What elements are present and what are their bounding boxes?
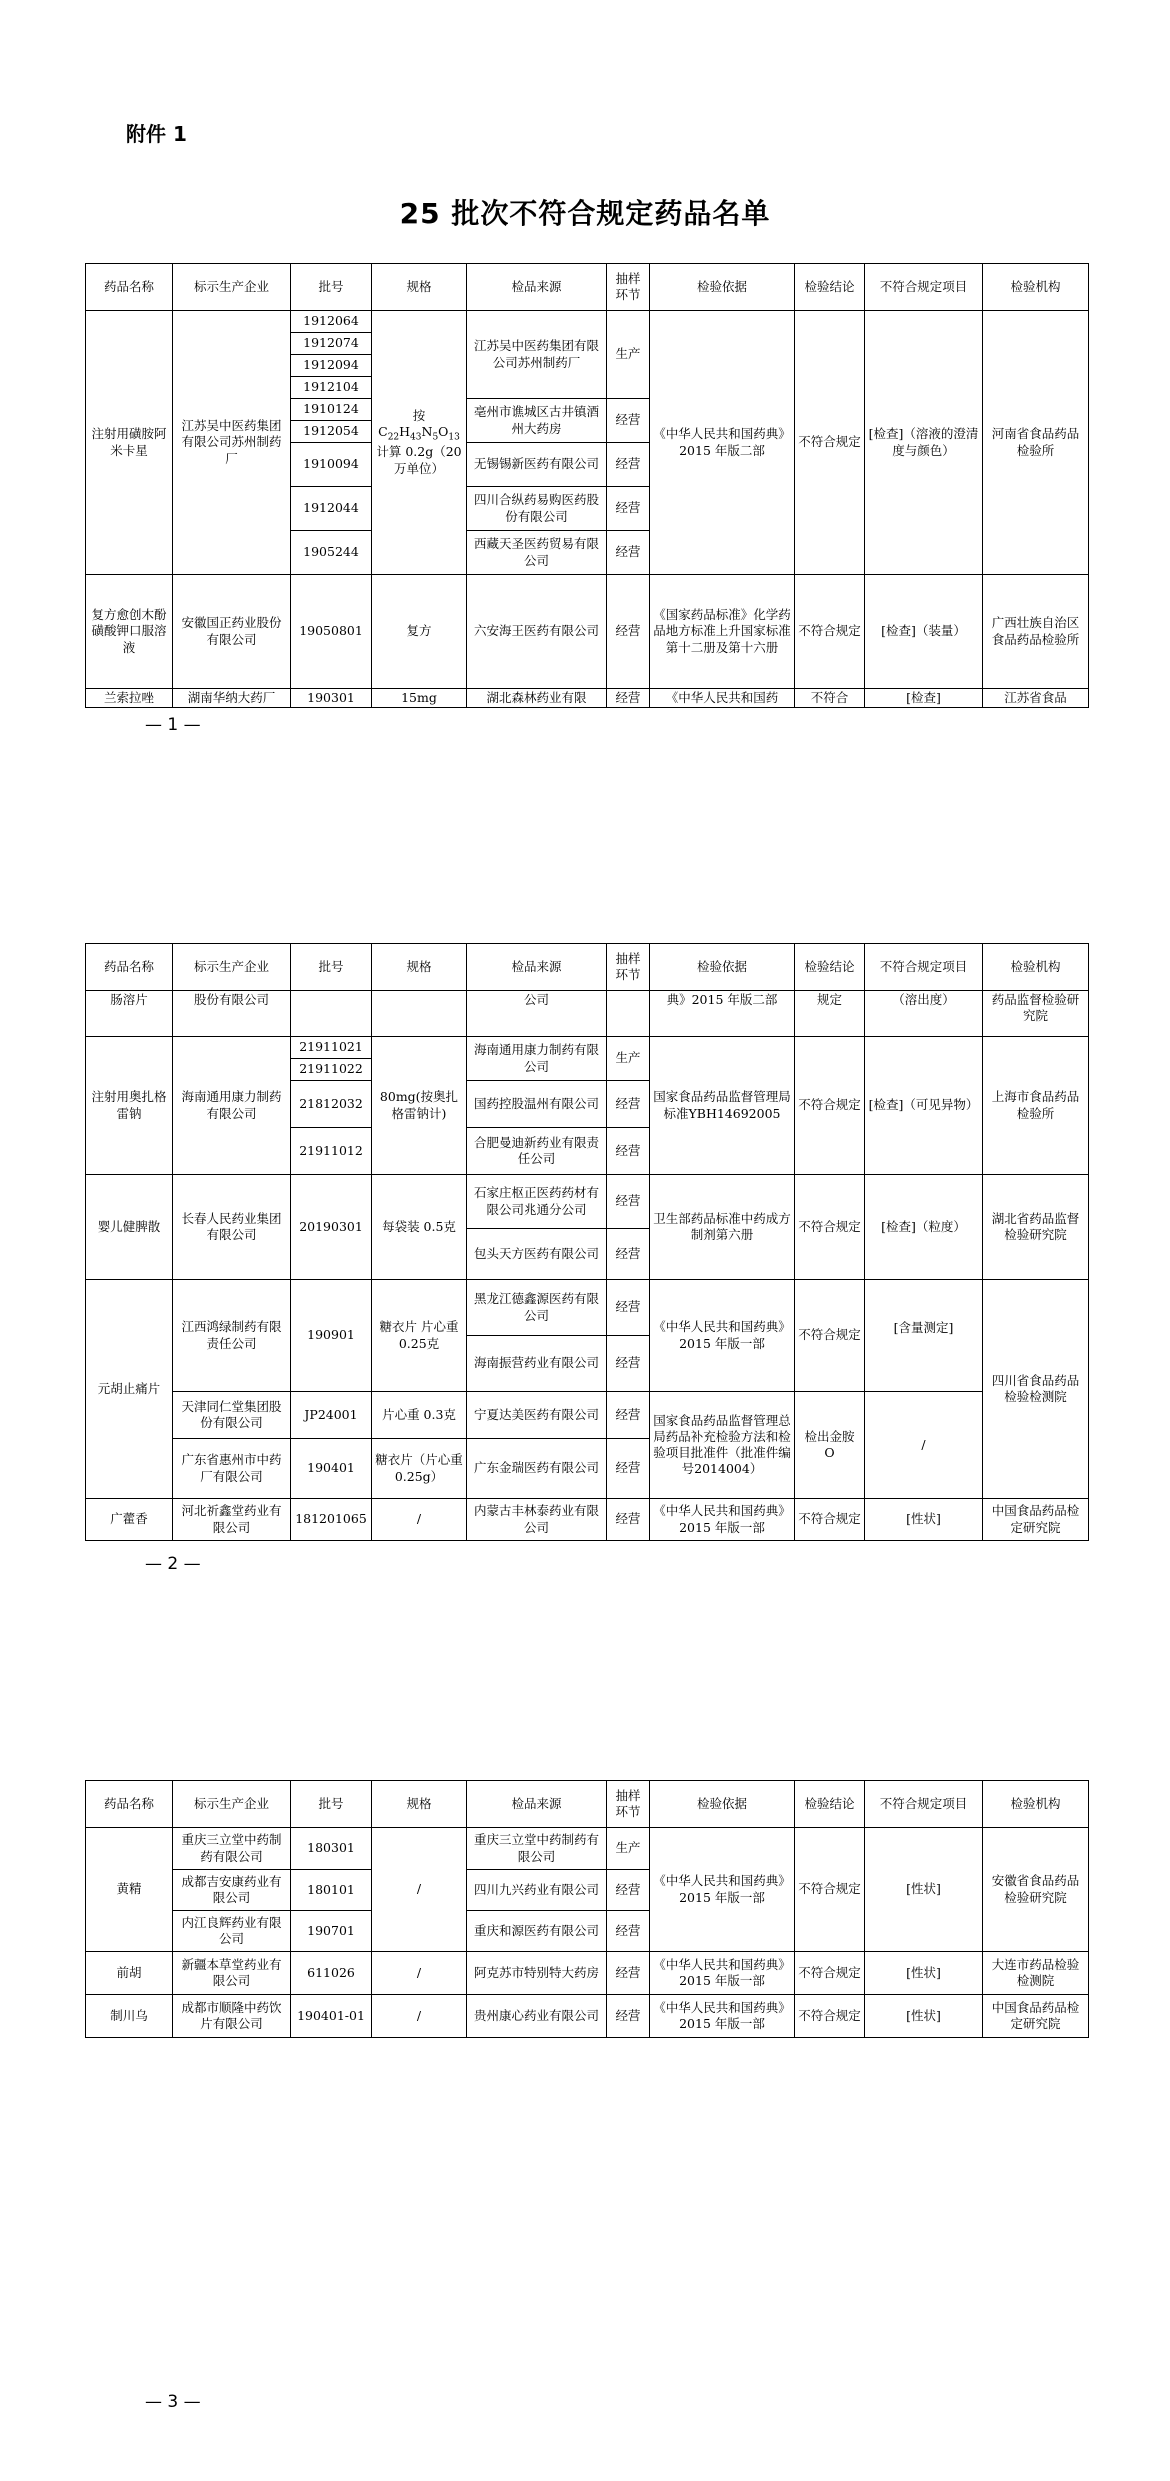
page-number: — 3 — — [145, 2392, 201, 2412]
specification: / — [372, 1952, 467, 1995]
test-basis: 卫生部药品标准中药成方制剂第六册 — [650, 1175, 795, 1280]
drug-name: 注射用奥扎格雷钠 — [86, 1037, 173, 1175]
test-conclusion: 不符合规定 — [795, 1280, 865, 1392]
header-row — [86, 1781, 1089, 1828]
batch-number: 21911022 — [291, 1059, 372, 1081]
test-institution: 大连市药品检验检测院 — [983, 1952, 1089, 1995]
header-cell: 检验结论 — [795, 1781, 865, 1828]
manufacturer: 成都市顺隆中药饮片有限公司 — [173, 1995, 291, 2038]
sampling-stage: 经营 — [607, 1229, 650, 1280]
batch-number: 21911012 — [291, 1128, 372, 1175]
test-conclusion: 规定 — [795, 991, 865, 1037]
batch-number: 190901 — [291, 1280, 372, 1392]
manufacturer: 长春人民药业集团有限公司 — [173, 1175, 291, 1280]
sampling-stage: 经营 — [607, 443, 650, 487]
specification — [372, 991, 467, 1037]
test-basis: 国家食品药品监督管理总局药品补充检验方法和检验项目批准件（批准件编号2014004） — [650, 1392, 795, 1499]
specification: 15mg — [372, 689, 467, 708]
sample-source: 公司 — [467, 991, 607, 1037]
header-row — [86, 944, 1089, 991]
batch-number — [291, 991, 372, 1037]
batch-number: 181201065 — [291, 1499, 372, 1541]
header-cell: 标示生产企业 — [173, 944, 291, 991]
test-institution: 中国食品药品检定研究院 — [983, 1995, 1089, 2038]
drug-name: 婴儿健脾散 — [86, 1175, 173, 1280]
sampling-stage: 经营 — [607, 1870, 650, 1911]
drug-name: 肠溶片 — [86, 991, 173, 1037]
test-basis: 《中华人民共和国药典》2015 年版一部 — [650, 1499, 795, 1541]
test-conclusion: 检出金胺 O — [795, 1392, 865, 1499]
header-cell: 药品名称 — [86, 944, 173, 991]
sampling-stage: 经营 — [607, 1439, 650, 1499]
failed-item: [检查] — [865, 689, 983, 708]
sampling-stage: 生产 — [607, 311, 650, 399]
test-basis: 《中华人民共和国药典》2015 年版一部 — [650, 1952, 795, 1995]
drug-name: 广藿香 — [86, 1499, 173, 1541]
specification: / — [372, 1499, 467, 1541]
header-cell: 抽样环节 — [607, 944, 650, 991]
sample-source: 合肥曼迪新药业有限责任公司 — [467, 1128, 607, 1175]
sample-source: 贵州康心药业有限公司 — [467, 1995, 607, 2038]
sample-source: 西藏天圣医药贸易有限公司 — [467, 531, 607, 575]
batch-number: 1912104 — [291, 377, 372, 399]
sample-source: 黑龙江德鑫源医药有限公司 — [467, 1280, 607, 1336]
drug-table-page3 — [85, 1780, 1089, 2038]
test-institution: 上海市食品药品检验所 — [983, 1037, 1089, 1175]
header-cell: 药品名称 — [86, 1781, 173, 1828]
manufacturer: 新疆本草堂药业有限公司 — [173, 1952, 291, 1995]
sampling-stage: 生产 — [607, 1828, 650, 1870]
drug-name: 复方愈创木酚磺酸钾口服溶液 — [86, 575, 173, 689]
sampling-stage: 经营 — [607, 1280, 650, 1336]
table-row — [86, 311, 1089, 333]
sample-source: 四川九兴药业有限公司 — [467, 1870, 607, 1911]
sample-source: 海南振营药业有限公司 — [467, 1336, 607, 1392]
manufacturer: 成都吉安康药业有限公司 — [173, 1870, 291, 1911]
sample-source: 亳州市谯城区古井镇酒州大药房 — [467, 399, 607, 443]
specification: 按$C_{22}H_{43}N_5O_{13}$ 计算 0.2g（20万单位） — [372, 311, 467, 575]
test-institution: 四川省食品药品检验检测院 — [983, 1280, 1089, 1499]
sampling-stage: 经营 — [607, 1911, 650, 1952]
sample-source: 四川合纵药易购医药股份有限公司 — [467, 487, 607, 531]
header-cell: 检品来源 — [467, 1781, 607, 1828]
batch-number: 1910094 — [291, 443, 372, 487]
drug-name: 注射用磺胺阿米卡星 — [86, 311, 173, 575]
failed-item: （溶出度） — [865, 991, 983, 1037]
header-cell: 标示生产企业 — [173, 1781, 291, 1828]
drug-name: 兰索拉唑 — [86, 689, 173, 708]
test-institution: 河南省食品药品检验所 — [983, 311, 1089, 575]
test-institution: 江苏省食品 — [983, 689, 1089, 708]
table-row — [86, 1499, 1089, 1541]
sample-source: 内蒙古丰林泰药业有限公司 — [467, 1499, 607, 1541]
table-row — [86, 1392, 1089, 1439]
batch-number: 1912054 — [291, 421, 372, 443]
failed-item: [性状] — [865, 1828, 983, 1952]
drug-name: 元胡止痛片 — [86, 1280, 173, 1499]
header-cell: 检验机构 — [983, 944, 1089, 991]
header-cell: 批号 — [291, 264, 372, 311]
header-cell: 抽样环节 — [607, 264, 650, 311]
test-basis: 《中华人民共和国药典》2015 年版一部 — [650, 1280, 795, 1392]
sampling-stage: 经营 — [607, 689, 650, 708]
drug-name: 前胡 — [86, 1952, 173, 1995]
header-cell: 检验依据 — [650, 944, 795, 991]
header-cell: 不符合规定项目 — [865, 264, 983, 311]
batch-number: 1910124 — [291, 399, 372, 421]
specification: 每袋装 0.5克 — [372, 1175, 467, 1280]
drug-table-page2 — [85, 943, 1089, 1541]
header-cell: 检验机构 — [983, 1781, 1089, 1828]
sampling-stage: 经营 — [607, 575, 650, 689]
table-row — [86, 1952, 1089, 1995]
manufacturer: 河北祈鑫堂药业有限公司 — [173, 1499, 291, 1541]
drug-name: 制川乌 — [86, 1995, 173, 2038]
sample-source: 湖北森林药业有限 — [467, 689, 607, 708]
sampling-stage: 经营 — [607, 1499, 650, 1541]
specification: 片心重 0.3克 — [372, 1392, 467, 1439]
table-row — [86, 1828, 1089, 1870]
test-institution: 中国食品药品检定研究院 — [983, 1499, 1089, 1541]
header-cell: 规格 — [372, 1781, 467, 1828]
specification: 糖衣片（片心重 0.25g） — [372, 1439, 467, 1499]
header-cell: 检验依据 — [650, 264, 795, 311]
attachment-label: 附件 1 — [126, 122, 187, 146]
sample-source: 阿克苏市特别特大药房 — [467, 1952, 607, 1995]
test-conclusion: 不符合规定 — [795, 575, 865, 689]
drug-name: 黄精 — [86, 1828, 173, 1952]
header-cell: 检验结论 — [795, 944, 865, 991]
manufacturer: 广东省惠州市中药厂有限公司 — [173, 1439, 291, 1499]
batch-number: JP24001 — [291, 1392, 372, 1439]
sampling-stage: 经营 — [607, 487, 650, 531]
manufacturer: 湖南华纳大药厂 — [173, 689, 291, 708]
batch-number: 190301 — [291, 689, 372, 708]
manufacturer: 天津同仁堂集团股份有限公司 — [173, 1392, 291, 1439]
sampling-stage: 经营 — [607, 1081, 650, 1128]
header-cell: 抽样环节 — [607, 1781, 650, 1828]
manufacturer: 内江良辉药业有限公司 — [173, 1911, 291, 1952]
table-row — [86, 575, 1089, 689]
batch-number: 1912074 — [291, 333, 372, 355]
test-conclusion: 不符合规定 — [795, 1037, 865, 1175]
sample-source: 广东金瑞医药有限公司 — [467, 1439, 607, 1499]
test-conclusion: 不符合规定 — [795, 1995, 865, 2038]
test-conclusion: 不符合规定 — [795, 1175, 865, 1280]
specification: / — [372, 1995, 467, 2038]
test-conclusion: 不符合规定 — [795, 311, 865, 575]
header-cell: 药品名称 — [86, 264, 173, 311]
manufacturer: 重庆三立堂中药制药有限公司 — [173, 1828, 291, 1870]
failed-item: [检查]（粒度） — [865, 1175, 983, 1280]
table-row — [86, 689, 1089, 708]
test-basis: 《国家药品标准》化学药品地方标准上升国家标准第十二册及第十六册 — [650, 575, 795, 689]
failed-item: [检查]（可见异物） — [865, 1037, 983, 1175]
sample-source: 石家庄枢正医药药材有限公司兆通分公司 — [467, 1175, 607, 1229]
sample-source: 无锡锡新医药有限公司 — [467, 443, 607, 487]
table-row — [86, 1995, 1089, 2038]
header-cell: 检品来源 — [467, 944, 607, 991]
sampling-stage: 经营 — [607, 531, 650, 575]
failed-item: [含量测定] — [865, 1280, 983, 1392]
batch-number: 190401-01 — [291, 1995, 372, 2038]
sampling-stage: 经营 — [607, 1175, 650, 1229]
table-row — [86, 1175, 1089, 1229]
manufacturer: 江西鸿绿制药有限责任公司 — [173, 1280, 291, 1392]
header-cell: 规格 — [372, 944, 467, 991]
manufacturer: 海南通用康力制药有限公司 — [173, 1037, 291, 1175]
sample-source: 江苏吴中医药集团有限公司苏州制药厂 — [467, 311, 607, 399]
sampling-stage — [607, 991, 650, 1037]
batch-number: 1912094 — [291, 355, 372, 377]
sample-source: 六安海王医药有限公司 — [467, 575, 607, 689]
failed-item: [检查]（装量） — [865, 575, 983, 689]
batch-number: 180101 — [291, 1870, 372, 1911]
table-row — [86, 991, 1089, 1037]
batch-number: 180301 — [291, 1828, 372, 1870]
drug-table-page1 — [85, 263, 1089, 708]
test-basis: 国家食品药品监督管理局标准YBH14692005 — [650, 1037, 795, 1175]
sample-source: 海南通用康力制药有限公司 — [467, 1037, 607, 1081]
specification: / — [372, 1828, 467, 1952]
batch-number: 21911021 — [291, 1037, 372, 1059]
test-conclusion: 不符合规定 — [795, 1499, 865, 1541]
specification: 80mg(按奥扎格雷钠计) — [372, 1037, 467, 1175]
batch-number: 1905244 — [291, 531, 372, 575]
sampling-stage: 经营 — [607, 1952, 650, 1995]
sampling-stage: 经营 — [607, 1392, 650, 1439]
sampling-stage: 经营 — [607, 1336, 650, 1392]
test-basis: 《中华人民共和国药典》2015 年版一部 — [650, 1995, 795, 2038]
batch-number: 190701 — [291, 1911, 372, 1952]
test-institution: 安徽省食品药品检验研究院 — [983, 1828, 1089, 1952]
sample-source: 包头天方医药有限公司 — [467, 1229, 607, 1280]
failed-item: [性状] — [865, 1499, 983, 1541]
specification: 糖衣片 片心重 0.25克 — [372, 1280, 467, 1392]
batch-number: 611026 — [291, 1952, 372, 1995]
sampling-stage: 经营 — [607, 1128, 650, 1175]
manufacturer: 安徽国正药业股份有限公司 — [173, 575, 291, 689]
sampling-stage: 经营 — [607, 399, 650, 443]
failed-item: [性状] — [865, 1952, 983, 1995]
test-institution: 药品监督检验研究院 — [983, 991, 1089, 1037]
header-cell: 批号 — [291, 1781, 372, 1828]
batch-number: 190401 — [291, 1439, 372, 1499]
header-cell: 检验依据 — [650, 1781, 795, 1828]
failed-item: [性状] — [865, 1995, 983, 2038]
batch-number: 21812032 — [291, 1081, 372, 1128]
test-institution: 广西壮族自治区食品药品检验所 — [983, 575, 1089, 689]
test-institution: 湖北省药品监督检验研究院 — [983, 1175, 1089, 1280]
header-cell: 检验结论 — [795, 264, 865, 311]
sampling-stage: 经营 — [607, 1995, 650, 2038]
test-basis: 《中华人民共和国药典》2015 年版二部 — [650, 311, 795, 575]
document-title: 25 批次不符合规定药品名单 — [399, 197, 771, 230]
test-basis: 《中华人民共和国药 — [650, 689, 795, 708]
batch-number: 1912044 — [291, 487, 372, 531]
manufacturer: 股份有限公司 — [173, 991, 291, 1037]
header-cell: 检验机构 — [983, 264, 1089, 311]
header-cell: 规格 — [372, 264, 467, 311]
table-row — [86, 1037, 1089, 1059]
manufacturer: 江苏吴中医药集团有限公司苏州制药厂 — [173, 311, 291, 575]
sampling-stage: 生产 — [607, 1037, 650, 1081]
sample-source: 重庆三立堂中药制药有限公司 — [467, 1828, 607, 1870]
header-cell: 检品来源 — [467, 264, 607, 311]
sample-source: 国药控股温州有限公司 — [467, 1081, 607, 1128]
header-cell: 标示生产企业 — [173, 264, 291, 311]
header-cell: 不符合规定项目 — [865, 1781, 983, 1828]
batch-number: 20190301 — [291, 1175, 372, 1280]
sample-source: 宁夏达美医药有限公司 — [467, 1392, 607, 1439]
test-conclusion: 不符合 — [795, 689, 865, 708]
specification: 复方 — [372, 575, 467, 689]
test-basis: 《中华人民共和国药典》2015 年版一部 — [650, 1828, 795, 1952]
header-cell: 批号 — [291, 944, 372, 991]
table-row — [86, 1280, 1089, 1336]
test-conclusion: 不符合规定 — [795, 1952, 865, 1995]
failed-item: / — [865, 1392, 983, 1499]
batch-number: 1912064 — [291, 311, 372, 333]
sample-source: 重庆和源医药有限公司 — [467, 1911, 607, 1952]
test-basis: 典》2015 年版二部 — [650, 991, 795, 1037]
test-conclusion: 不符合规定 — [795, 1828, 865, 1952]
header-row — [86, 264, 1089, 311]
batch-number: 19050801 — [291, 575, 372, 689]
failed-item: [检查]（溶液的澄清度与颜色） — [865, 311, 983, 575]
page-number: — 1 — — [145, 715, 201, 735]
header-cell: 不符合规定项目 — [865, 944, 983, 991]
page-number: — 2 — — [145, 1554, 201, 1574]
